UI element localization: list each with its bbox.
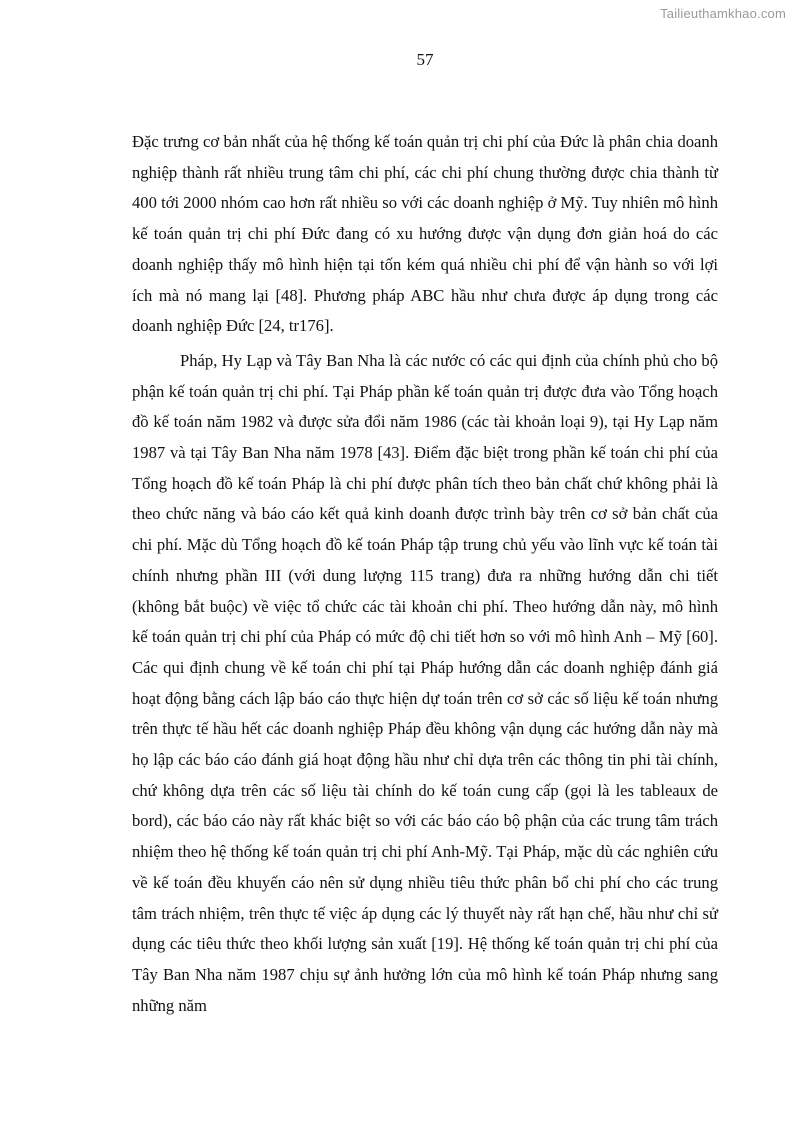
- paragraph: Pháp, Hy Lạp và Tây Ban Nha là các nước có các qui định của chính phủ cho bộ phận kế toán quản trị chi phí. Tại Pháp phần kế toán quản trị được đưa vào Tổng hoạch đồ kế toán năm 1982 và được sửa đổi năm 1986 (các tài khoản loại 9), tại Hy Lạp năm 1987 và tại Tây Ban Nha năm 1978 [43]. Điểm đặc biệt trong phần kế toán chi phí của Tổng hoạch đồ kế toán Pháp là chi phí được phân tích theo bản chất chứ không phải là theo chức năng và báo cáo kết quả kinh doanh được trình bày trên cơ sở bản chất của chi phí. Mặc dù Tổng hoạch đồ kế toán Pháp tập trung chủ yếu vào lĩnh vực kế toán tài chính nhưng phần III (với dung lượng 115 trang) đưa ra những hướng dẫn chi tiết (không bắt buộc) về việc tổ chức các tài khoản chi phí. Theo hướng dẫn này, mô hình kế toán quản trị chi phí của Pháp có mức độ chi tiết hơn so với mô hình Anh – Mỹ [60]. Các qui định chung về kế toán chi phí tại Pháp hướng dẫn các doanh nghiệp đánh giá hoạt động bằng cách lập báo cáo thực hiện dự toán trên cơ sở các số liệu kế toán nhưng trên thực tế hầu hết các doanh nghiệp Pháp đều không vận dụng các hướng dẫn này mà họ lập các báo cáo đánh giá hoạt động hầu như chỉ dựa trên các thông tin phi tài chính, chứ không dựa trên các số liệu tài chính do kế toán cung cấp (gọi là les tableaux de bord), các báo cáo này rất khác biệt so với các báo cáo bộ phận của các trung tâm trách nhiệm theo hệ thống kế toán quản trị chi phí Anh-Mỹ. Tại Pháp, mặc dù các nghiên cứu về kế toán đều khuyến cáo nên sử dụng nhiều tiêu thức phân bổ chi phí cho các trung tâm trách nhiệm, trên thực tế việc áp dụng các lý thuyết này rất hạn chế, hầu như chỉ sử dụng các tiêu thức theo khối lượng sản xuất [19]. Hệ thống kế toán quản trị chi phí của Tây Ban Nha năm 1987 chịu sự ảnh hưởng lớn của mô hình kế toán Pháp nhưng sang những năm: [132, 350, 718, 1015]
- paragraph: Đặc trưng cơ bản nhất của hệ thống kế toán quản trị chi phí của Đức là phân chia doanh nghiệp thành rất nhiều trung tâm chi phí, các chi phí chung thường được chia thành từ 400 tới 2000 nhóm cao hơn rất nhiều so với các doanh nghiệp ở Mỹ. Tuy nhiên mô hình kế toán quản trị chi phí Đức đang có xu hướng được vận dụng đơn giản hoá do các doanh nghiệp thấy mô hình hiện tại tốn kém quá nhiều chi phí để vận hành so với lợi ích mà nó mang lại [48]. Phương pháp ABC hầu như chưa được áp dụng trong các doanh nghiệp Đức [24, tr176].: [132, 132, 718, 336]
- page-number: 57: [416, 50, 434, 69]
- watermark: Tailieuthamkhao.com: [660, 6, 786, 21]
- document-body: [132, 127, 718, 1021]
